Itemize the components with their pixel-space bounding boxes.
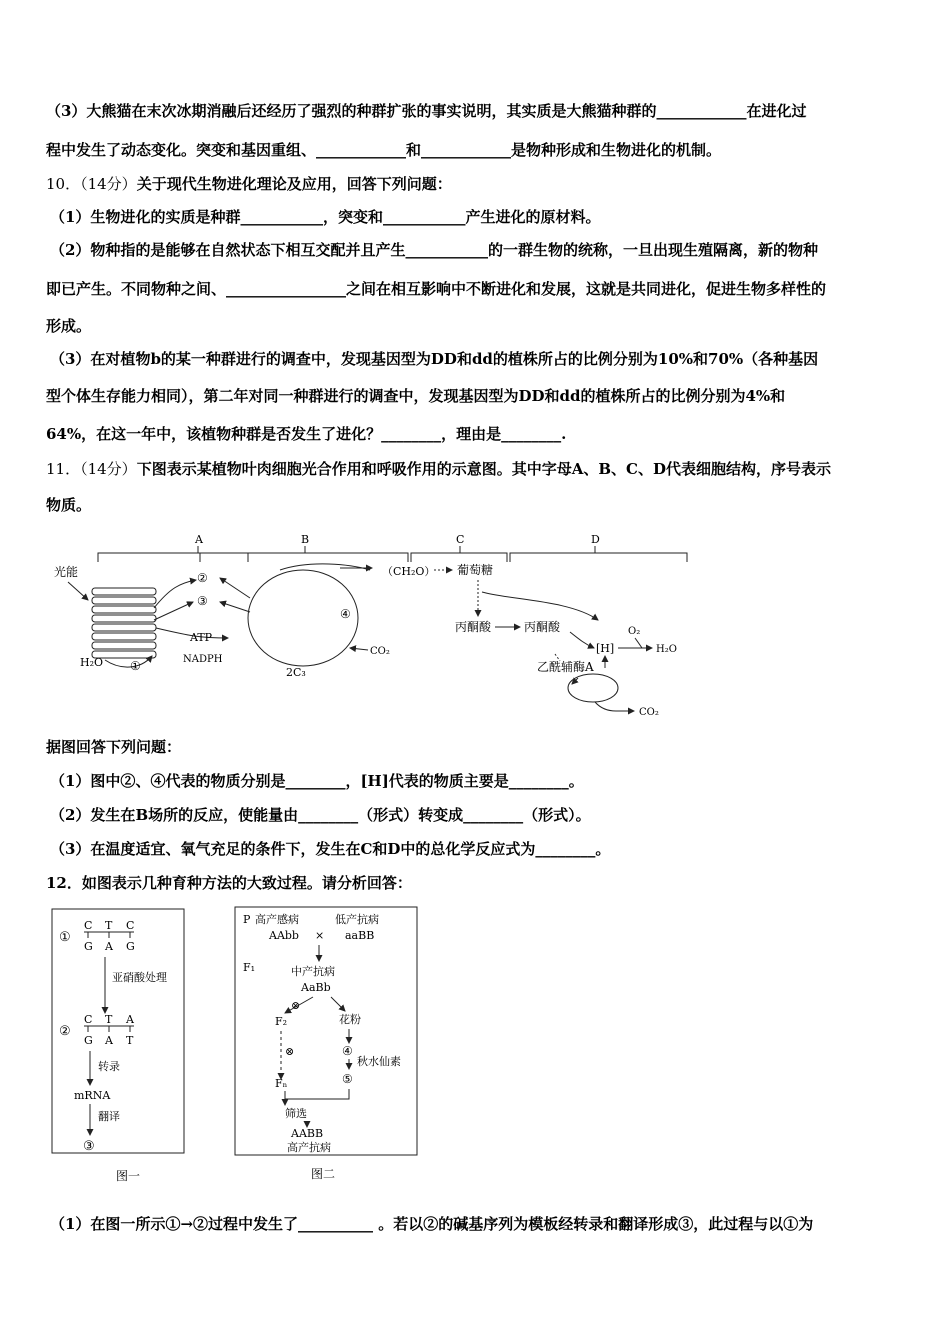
circle-2: ② — [197, 571, 208, 585]
parent1-genotype: AAbb — [269, 929, 299, 942]
crossbreeding-diagram — [233, 905, 423, 1190]
q11-line2: 物质。 — [46, 496, 92, 514]
c3-label: 2C₃ — [286, 666, 306, 679]
h2o-input-label: H₂O — [80, 656, 104, 669]
base-top2-3: A — [126, 1013, 134, 1026]
bracket-c — [411, 546, 507, 562]
krebs-cycle — [568, 674, 618, 702]
f2-label: F₂ — [275, 1015, 288, 1028]
h2o-output-label: H₂O — [656, 644, 677, 655]
ch2o-label: （CH₂O） — [382, 565, 436, 578]
label-a: A — [195, 533, 203, 546]
base-bot-3: G — [126, 940, 135, 953]
dna-strand-1 — [84, 932, 134, 938]
q11-heading — [46, 459, 831, 479]
circle-1: ① — [130, 659, 141, 673]
q11-title: 下图表示某植物叶肉细胞光合作用和呼吸作用的示意图。其中字母A、B、C、D代表细胞结构，序号表示 — [136, 460, 831, 478]
q10-1: （1）生物进化的实质是种群___________，突变和___________产生进化的原材料。 — [50, 208, 601, 226]
base-bot-1: G — [84, 940, 93, 953]
parent2-genotype: aaBB — [345, 929, 375, 942]
base-bot2-1: G — [84, 1034, 93, 1047]
base-bot2-3: T — [126, 1034, 134, 1047]
self-cross-2: ⊗ — [285, 1045, 295, 1058]
bracket-b — [200, 546, 408, 562]
h-label: [H] — [596, 642, 615, 655]
pyruvate-label-1: 丙酮酸 — [455, 620, 492, 634]
q10-2-line2: 即已产生。不同物种之间、________________之间在相互影响中不断进化和发展，这就是共同进化，促进生物多样性的 — [46, 280, 827, 298]
parent2-trait: 低产抗病 — [335, 913, 379, 926]
result-genotype: AABB — [291, 1127, 324, 1140]
pollen-label: 花粉 — [339, 1013, 361, 1026]
thylakoid-stack — [92, 588, 156, 658]
f1-label: F₁ — [243, 961, 256, 974]
mrna-label: mRNA — [74, 1089, 111, 1102]
dna-strand-2 — [84, 1026, 134, 1032]
acetyl-coa-label: 乙酰辅酶A — [537, 660, 594, 674]
pyruvate-label-2: 丙酮酸 — [524, 620, 561, 634]
q11-2: （2）发生在B场所的反应，使能量由________（形式）转变成________（形式）。 — [50, 806, 591, 824]
label-d: D — [591, 533, 600, 546]
translation-step: 翻译 — [98, 1110, 120, 1123]
q10-number: 10．（14分） — [46, 175, 137, 193]
q11-number: 11．（14分） — [46, 460, 137, 478]
q10-2-line3: 形成。 — [46, 317, 92, 335]
mutation-breeding-diagram — [50, 905, 200, 1190]
fn-label: Fₙ — [275, 1077, 288, 1090]
base-top2-2: T — [105, 1013, 113, 1026]
q10-title: 关于现代生物进化理论及应用，回答下列问题： — [136, 175, 452, 193]
f1-trait: 中产抗病 — [291, 965, 335, 978]
q11-3: （3）在温度适宜、氧气充足的条件下，发生在C和D中的总化学反应式为________。 — [50, 840, 611, 858]
base-top-3: C — [126, 919, 135, 932]
q9-3-line1: （3）大熊猫在末次冰期消融后还经历了强烈的种群扩张的事实说明，其实质是大熊猫种群的____________在进化过 — [46, 102, 807, 120]
circle-2: ② — [59, 1024, 71, 1039]
glucose-label: 葡萄糖 — [457, 563, 494, 577]
light-energy-label: 光能 — [54, 565, 79, 579]
parent1-trait: 高产感病 — [255, 913, 299, 926]
circle-1: ① — [59, 930, 71, 945]
self-cross-1: ⊗ — [291, 999, 301, 1012]
figure2-caption: 图二 — [311, 1167, 336, 1181]
bracket-d — [510, 546, 687, 562]
q12-heading: 12．如图表示几种育种方法的大致过程。请分析回答： — [46, 874, 412, 892]
cross-symbol: × — [315, 929, 325, 942]
label-c: C — [456, 533, 465, 546]
f1-genotype: AaBb — [301, 981, 331, 994]
co2-output-label: CO₂ — [639, 707, 659, 718]
base-top-2: T — [105, 919, 113, 932]
base-top2-1: C — [84, 1013, 93, 1026]
label-b: B — [301, 533, 310, 546]
nitrite-step: 亚硝酸处理 — [112, 971, 167, 984]
base-top-1: C — [84, 919, 93, 932]
q12-1: （1）在图一所示①→②过程中发生了__________ 。若以②的碱基序列为模板经转录和翻译形成③，此过程与以①为 — [50, 1215, 814, 1233]
photosynthesis-respiration-diagram — [50, 528, 700, 723]
result-trait: 高产抗病 — [287, 1141, 331, 1154]
selection-label: 筛选 — [285, 1107, 307, 1120]
bracket-a — [98, 546, 248, 562]
light-arrow — [68, 582, 88, 600]
base-bot-2: A — [105, 940, 113, 953]
q11-1: （1）图中②、④代表的物质分别是________，[H]代表的物质主要是________。 — [50, 772, 584, 790]
circle-4: ④ — [342, 1044, 353, 1058]
figure1-caption: 图一 — [116, 1169, 141, 1183]
q10-heading — [46, 174, 452, 194]
nadph-label: NADPH — [183, 654, 223, 665]
atp-label: ATP — [190, 631, 213, 644]
o2-label: O₂ — [628, 626, 641, 637]
q10-2-line1: （2）物种指的是能够在自然状态下相互交配并且产生___________的一群生物的统称，一旦出现生殖隔离，新的物种 — [50, 241, 818, 259]
colchicine-label: 秋水仙素 — [357, 1055, 401, 1068]
circle-3: ③ — [197, 594, 208, 608]
transcription-step: 转录 — [98, 1060, 120, 1073]
circle-4: ④ — [340, 607, 351, 621]
p-label: P — [243, 913, 251, 926]
figure2-frame — [235, 907, 417, 1155]
q10-3-line2: 型个体生存能力相同），第二年对同一种群进行的调查中，发现基因型为DD和dd的植株所占的比例分别为4%和 — [46, 387, 786, 405]
q11-prompt: 据图回答下列问题： — [46, 738, 182, 756]
q9-3-line2: 程中发生了动态变化。突变和基因重组、____________和____________是物种形成和生物进化的机制。 — [46, 141, 722, 159]
co2-input-label: CO₂ — [370, 646, 390, 657]
base-bot2-2: A — [105, 1034, 113, 1047]
circle-5: ⑤ — [342, 1072, 353, 1086]
q10-3-line3: 64%，在这一年中，该植物种群是否发生了进化？________，理由是________. — [46, 425, 567, 443]
circle-3: ③ — [83, 1139, 95, 1154]
q10-3-line1: （3）在对植物b的某一种群进行的调查中，发现基因型为DD和dd的植株所占的比例分别为10%和70%（各种基因 — [50, 350, 819, 368]
